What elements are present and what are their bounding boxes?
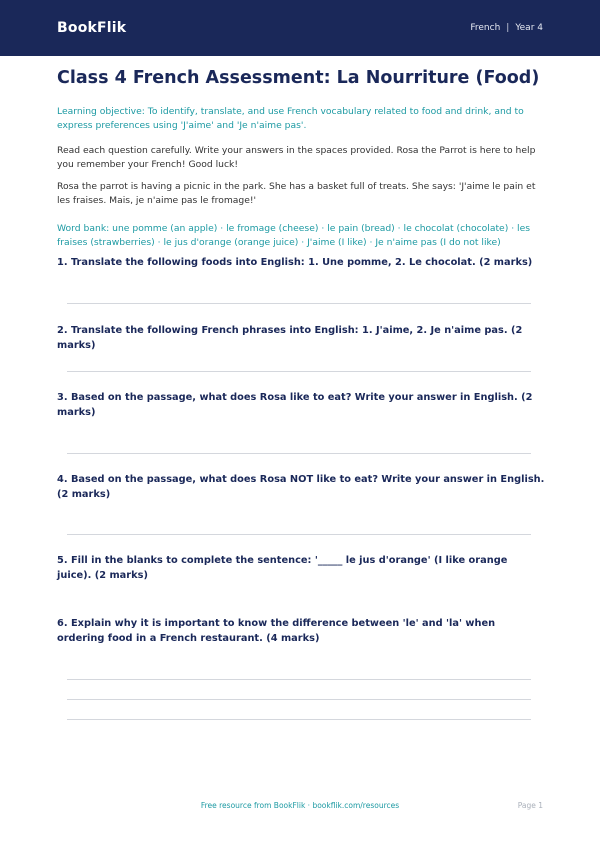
year-label: Year 4 xyxy=(515,23,543,33)
answer-line-2[interactable] xyxy=(67,371,531,372)
brand-logo: BookFlik xyxy=(57,20,127,36)
header-separator: | xyxy=(506,23,510,33)
answer-line-3[interactable] xyxy=(67,453,531,454)
question-1: 1. Translate the following foods into English: 1. Une pomme, 2. Le chocolat. (2 marks) xyxy=(57,257,533,268)
question-3: 3. Based on the passage, what does Rosa like to eat? Write your answer in English. (2 marks) xyxy=(57,392,533,418)
word-bank: Word bank: une pomme (an apple) · le fromage (cheese) · le pain (bread) · le chocolat (chocolate) · les fraises (strawberries) · le jus d'orange (orange juice) · J'aime (I like) · Je n'aime pas (I do not like) xyxy=(57,223,531,248)
answer-line-1[interactable] xyxy=(67,303,531,304)
page-title: Class 4 French Assessment: La Nourriture (Food) xyxy=(57,68,540,88)
subject-label: French xyxy=(470,23,501,33)
answer-line-4[interactable] xyxy=(67,534,531,535)
page-number: Page 1 xyxy=(517,801,543,810)
intro-section xyxy=(57,62,545,250)
header-meta xyxy=(470,23,543,33)
answer-line-6c[interactable] xyxy=(67,719,531,720)
question-2: 2. Translate the following French phrases into English: 1. J'aime, 2. Je n'aime pas. (2 marks) xyxy=(57,325,523,351)
instructions: Read each question carefully. Write your answers in the spaces provided. Rosa the Parrot is here to help you remember your French! Good luck! xyxy=(57,145,536,170)
learning-objective: Learning objective: To identify, translate, and use French vocabulary related to food and drink, and to express preferences using 'J'aime' and 'Je n'aime pas'. xyxy=(57,106,524,131)
answer-line-6a[interactable] xyxy=(67,679,531,680)
answer-line-6b[interactable] xyxy=(67,699,531,700)
page-header xyxy=(0,0,600,56)
reading-passage: Rosa the parrot is having a picnic in the park. She has a basket full of treats. She says: 'J'aime le pain et les fraises. Mais, je n'aime pas le fromage!' xyxy=(57,181,536,206)
question-4: 4. Based on the passage, what does Rosa NOT like to eat? Write your answer in English. (2 marks) xyxy=(57,474,545,500)
question-6: 6. Explain why it is important to know the difference between 'le' and 'la' when ordering food in a French restaurant. (4 marks) xyxy=(57,618,496,644)
footer-link[interactable]: Free resource from BookFlik · bookflik.com/resources xyxy=(200,801,400,810)
question-5: 5. Fill in the blanks to complete the sentence: '_____ le jus d'orange' (I like orange juice). (2 marks) xyxy=(57,555,508,581)
